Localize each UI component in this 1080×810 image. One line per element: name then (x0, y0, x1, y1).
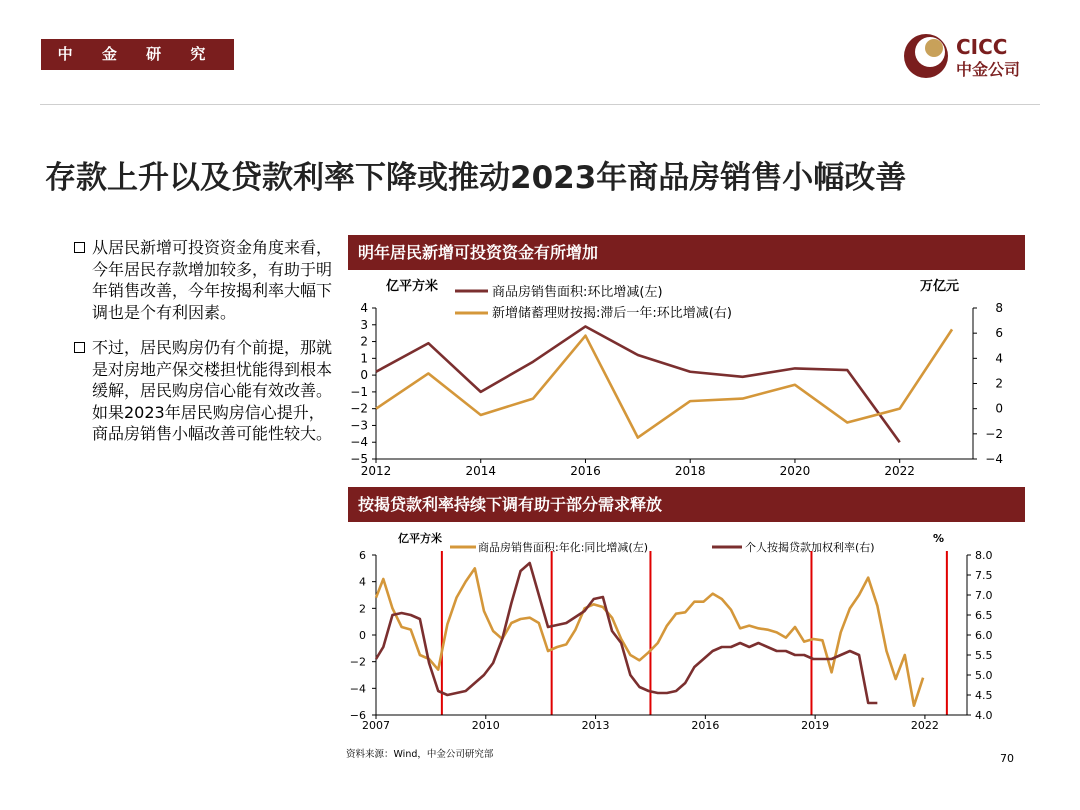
chart1-left-tick-label: −1 (350, 384, 368, 399)
chart1-right-tick-label: 2 (995, 376, 1003, 391)
chart2-x-tick-label: 2010 (471, 719, 500, 732)
chart1-left-unit: 亿平方米 (386, 279, 439, 294)
chart1-series-sales-line (376, 326, 900, 442)
chart2-axes (350, 549, 993, 732)
chart1-legend (455, 284, 732, 321)
chart2-x-tick-label: 2007 (362, 719, 390, 732)
chart2-right-unit: % (933, 532, 945, 545)
chart1-right-tick-label: 0 (995, 401, 1003, 416)
department-tag: 中 金 研 究 部 (41, 39, 234, 70)
legend-label-sales-yoy: 商品房销售面积:年化:同比增减(左) (478, 541, 648, 554)
chart2-left-unit: 亿平方米 (398, 532, 442, 545)
legend-label-savings: 新增储蓄理财按揭:滞后一年:环比增减(右) (492, 306, 732, 321)
logo-text-cn: 中金公司 (956, 60, 1021, 79)
chart1-left-tick-label: 4 (360, 301, 368, 315)
chart1-x-tick-label: 2018 (674, 464, 706, 478)
chart2-left-tick-label: −6 (349, 709, 366, 722)
chart1-right-tick-label: −4 (985, 452, 1003, 466)
chart2-right-tick-label: 4.0 (975, 709, 993, 722)
logo-mark-gold (925, 39, 943, 57)
chart2-right-tick-label: 6.0 (975, 629, 993, 642)
bullet-item (74, 237, 336, 323)
chart2-x-tick-label: 2019 (801, 719, 830, 732)
chart1-x-tick-label: 2020 (779, 464, 811, 478)
source-note: 资料来源：Wind，中金公司研究部 (346, 749, 494, 760)
slide-title: 存款上升以及贷款利率下降或推动2023年商品房销售小幅改善 (45, 160, 907, 196)
legend-label-sales: 商品房销售面积:环比增减(左) (492, 285, 663, 300)
chart2-left-tick-label: −4 (349, 682, 366, 696)
chart2-right-tick-label: 7.5 (975, 569, 993, 582)
chart1-right-tick-label: 8 (995, 301, 1003, 315)
chart2-left-tick-label: 4 (359, 575, 366, 589)
chart1-left-tick-label: −4 (350, 435, 368, 450)
page-number: 70 (1000, 752, 1014, 765)
chart1-left-tick-label: 2 (360, 334, 368, 349)
bullet-list (74, 237, 336, 459)
chart2-x-tick-label: 2013 (581, 719, 610, 732)
chart1-series-savings-line (376, 329, 952, 437)
logo-text-en: CICC (956, 35, 1008, 59)
chart1-x-tick-label: 2016 (570, 464, 601, 478)
bullet-item (74, 337, 336, 445)
chart2-right-tick-label: 7.0 (975, 589, 993, 602)
chart2-series-mortgage-rate-line (376, 563, 877, 703)
chart2-right-tick-label: 5.5 (975, 649, 993, 662)
chart1-series (376, 326, 952, 442)
chart2-x-tick-label: 2022 (910, 719, 939, 732)
chart1-left-tick-label: 1 (360, 351, 368, 366)
chart2-left-tick-label: 0 (359, 629, 366, 642)
cicc-logo (900, 30, 1050, 82)
chart2-left-tick-label: −2 (349, 655, 366, 669)
chart1-left-tick-label: −2 (350, 401, 368, 416)
chart1-right-unit: 万亿元 (920, 279, 960, 294)
chart2-right-tick-label: 8.0 (975, 549, 993, 562)
chart1-x-tick-label: 2012 (360, 464, 392, 478)
chart2-right-tick-label: 5.0 (975, 669, 993, 682)
chart2-title: 按揭贷款利率持续下调有助于部分需求释放 (348, 487, 1025, 522)
chart1-left-tick-label: 0 (360, 368, 368, 383)
chart1-left-tick-label: 3 (360, 317, 368, 332)
chart1-left-tick-label: −3 (350, 418, 368, 433)
chart2-right-tick-label: 6.5 (975, 609, 993, 622)
header-divider (40, 104, 1040, 105)
chart2-x-tick-label: 2016 (691, 719, 720, 732)
bullet-text: 不过，居民购房仍有个前提，那就是对房地产保交楼担忧能得到根本缓解，居民购房信心能有效改善。如果2023年居民购房信心提升，商品房销售小幅改善可能性较大。 (92, 338, 333, 443)
chart1-title: 明年居民新增可投资资金有所增加 (348, 235, 1025, 270)
chart1-right-tick-label: −2 (985, 426, 1003, 441)
chart2 (340, 526, 1030, 741)
chart1-right-tick-label: 6 (995, 326, 1003, 341)
chart1-right-tick-label: 4 (995, 351, 1003, 366)
chart1-left-tick-label: −5 (350, 452, 368, 466)
chart2-right-tick-label: 4.5 (975, 689, 993, 702)
legend-label-mortgage-rate: 个人按揭贷款加权利率(右) (745, 541, 875, 554)
chart1-x-tick-label: 2014 (465, 464, 497, 478)
chart2-left-tick-label: 2 (359, 602, 366, 616)
chart1 (340, 272, 1030, 487)
chart1-x-tick-label: 2022 (884, 464, 915, 478)
checkbox-bullet-icon (74, 242, 85, 253)
bullet-text: 从居民新增可投资资金角度来看，今年居民存款增加较多，有助于明年销售改善，今年按揭利率大幅下调也是个有利因素。 (92, 238, 333, 322)
checkbox-bullet-icon (74, 342, 85, 353)
chart2-left-tick-label: 6 (359, 549, 366, 562)
